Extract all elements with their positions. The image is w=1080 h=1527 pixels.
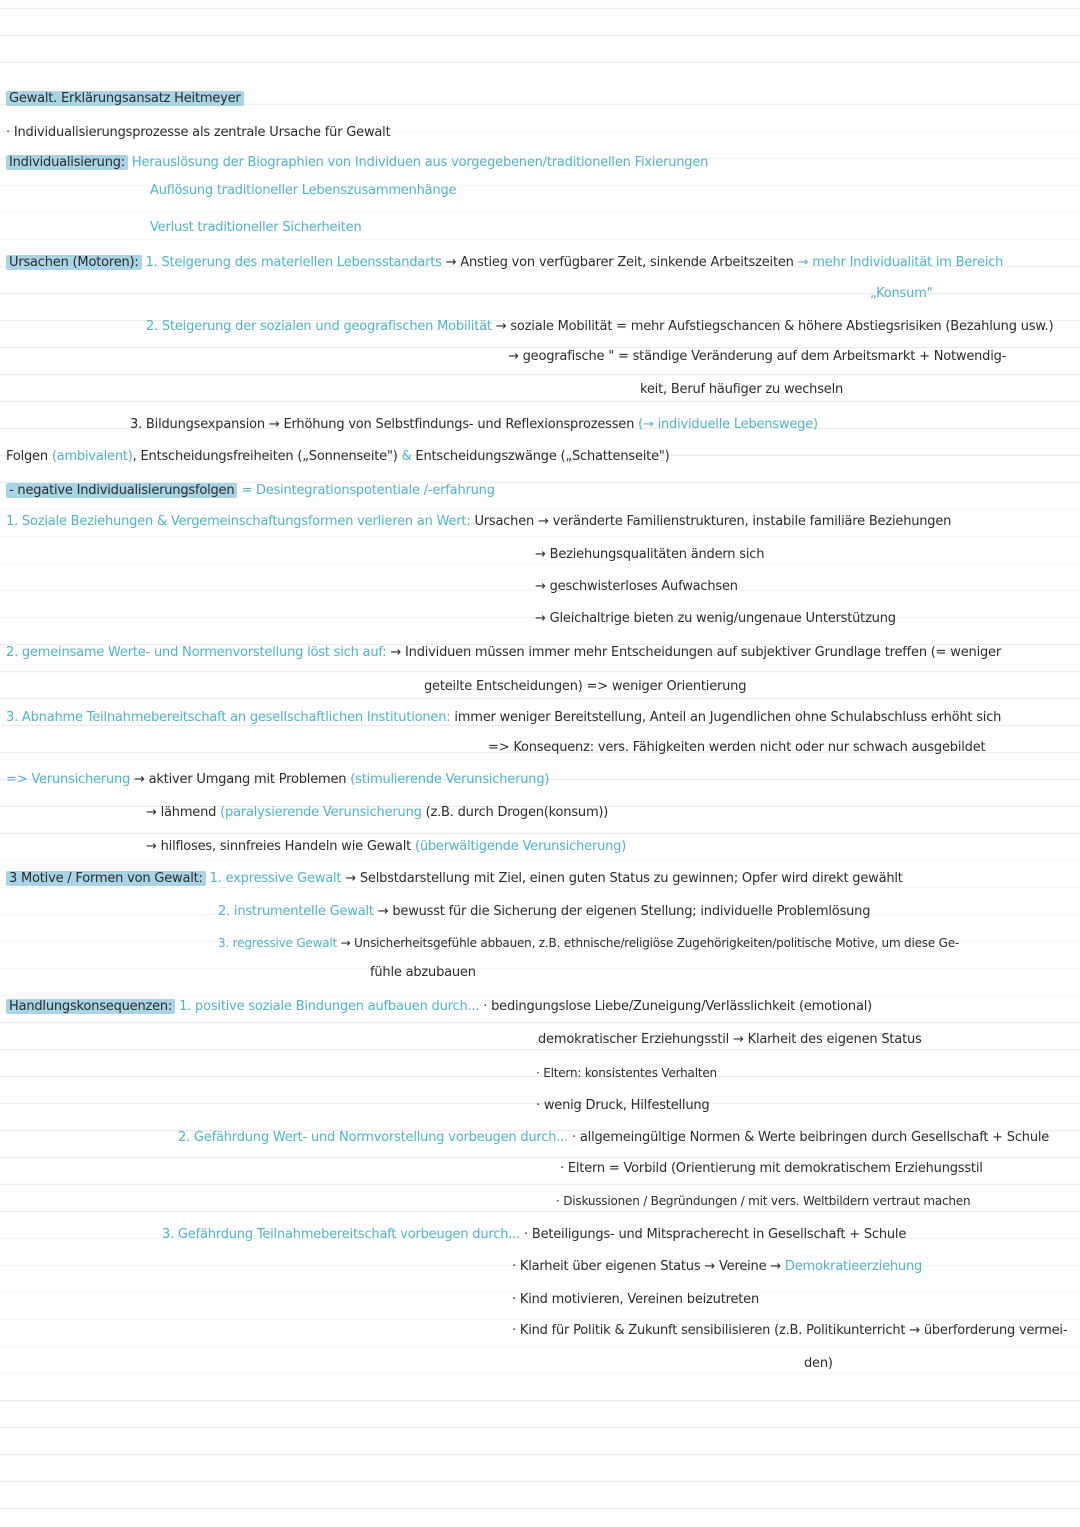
negativ-1d: → Gleichaltrige bieten zu wenig/ungenaue Unterstützung bbox=[535, 611, 896, 626]
ursachen-3b: (→ individuelle Lebenswege) bbox=[638, 417, 818, 432]
negativ-heading-line bbox=[6, 482, 495, 500]
ursachen-line-3 bbox=[130, 416, 818, 434]
handlung-1a: · bedingungslose Liebe/Zuneigung/Verlässlichkeit (emotional) bbox=[483, 999, 873, 1014]
verunsicherung-line-3 bbox=[146, 838, 626, 856]
handlung-3b: · Klarheit über eigenen Status → Vereine → bbox=[512, 1259, 781, 1274]
negativ-3-label: 3. Abnahme Teilnahmebereitschaft an gesellschaftlichen Institutionen: bbox=[6, 710, 451, 725]
handlung-1-label: 1. positive soziale Bindungen aufbauen durch... bbox=[179, 999, 480, 1014]
ursachen-1c: → mehr Individualität im Bereich bbox=[797, 255, 1004, 270]
verunsicherung-2a: → lähmend bbox=[146, 805, 217, 820]
handlung-line-3 bbox=[162, 1226, 906, 1244]
handlung-3a: · Beteiligungs- und Mitspracherecht in Gesellschaft + Schule bbox=[523, 1227, 907, 1242]
negativ-1a: Ursachen → veränderte Familienstrukturen, instabile familiäre Beziehungen bbox=[474, 514, 952, 529]
verunsicherung-2c: (z.B. durch Drogen(konsum)) bbox=[425, 805, 609, 820]
handlung-2c: · Diskussionen / Begründungen / mit vers. Weltbildern vertraut machen bbox=[556, 1194, 971, 1208]
ursachen-3a: 3. Bildungsexpansion → Erhöhung von Selbstfindungs- und Reflexionsprozessen bbox=[130, 417, 635, 432]
negativ-3a: immer weniger Bereitstellung, Anteil an Jugendlichen ohne Schulabschluss erhöht sich bbox=[454, 710, 1002, 725]
handlung-2b: · Eltern = Vorbild (Orientierung mit demokratischem Erziehungsstil bbox=[560, 1161, 983, 1176]
folgen-line bbox=[6, 448, 670, 466]
negativ-3b: => Konsequenz: vers. Fähigkeiten werden nicht oder nur schwach ausgebildet bbox=[488, 740, 986, 755]
individualisierung-label: Individualisierung: bbox=[6, 155, 128, 170]
motive-line-3 bbox=[218, 934, 959, 952]
ursachen-1d: „Konsum" bbox=[870, 286, 933, 301]
individualisierung-def1: Herauslösung der Biographien von Individuen aus vorgegebenen/traditionellen Fixierungen bbox=[131, 155, 709, 170]
negativ-3-line bbox=[6, 709, 1001, 727]
folgen-ambivalent: (ambivalent) bbox=[51, 449, 133, 464]
verunsicherung-1c: (stimulierende Verunsicherung) bbox=[350, 772, 550, 787]
motive-label: 3 Motive / Formen von Gewalt: bbox=[6, 871, 206, 886]
note-title: Gewalt. Erklärungsansatz Heitmeyer bbox=[6, 91, 244, 106]
folgen-text-b: Entscheidungszwänge („Schattenseite") bbox=[411, 449, 670, 464]
ursachen-2a: 2. Steigerung der sozialen und geografischen Mobilität bbox=[146, 319, 492, 334]
ursachen-1b: → Anstieg von verfügbarer Zeit, sinkende Arbeitszeiten bbox=[445, 255, 794, 270]
negativ-2a: → Individuen müssen immer mehr Entscheidungen auf subjektiver Grundlage treffen (= weniger bbox=[390, 645, 1001, 660]
handlung-2-label: 2. Gefährdung Wert- und Normvorstellung vorbeugen durch... bbox=[178, 1130, 569, 1145]
motive-2a: 2. instrumentelle Gewalt bbox=[218, 904, 374, 919]
individualisierung-line bbox=[6, 154, 708, 172]
folgen-label: Folgen bbox=[6, 449, 48, 464]
negativ-2b: geteilte Entscheidungen) => weniger Orientierung bbox=[424, 679, 747, 694]
handlung-1d: · wenig Druck, Hilfestellung bbox=[536, 1098, 710, 1113]
note-title-line bbox=[6, 90, 244, 108]
handlung-line-1 bbox=[6, 998, 872, 1016]
individualisierung-def3: Verlust traditioneller Sicherheiten bbox=[150, 220, 362, 235]
verunsicherung-3b: (überwältigende Verunsicherung) bbox=[414, 839, 627, 854]
verunsicherung-1b: → aktiver Umgang mit Problemen bbox=[130, 772, 347, 787]
ursachen-2d: → geografische " = ständige Veränderung auf dem Arbeitsmarkt + Notwendig- bbox=[508, 349, 1007, 364]
negativ-1c: → geschwisterloses Aufwachsen bbox=[535, 579, 738, 594]
ursachen-2e: keit, Beruf häufiger zu wechseln bbox=[640, 382, 844, 397]
handlung-1c: · Eltern: konsistentes Verhalten bbox=[536, 1066, 717, 1080]
negativ-1b: → Beziehungsqualitäten ändern sich bbox=[535, 547, 765, 562]
individualisierung-def2: Auflösung traditioneller Lebenszusammenhänge bbox=[150, 183, 457, 198]
motive-1a: 1. expressive Gewalt bbox=[209, 871, 342, 886]
handlung-label: Handlungskonsequenzen: bbox=[6, 999, 175, 1014]
ursachen-1a: 1. Steigerung des materiellen Lebensstandarts bbox=[145, 255, 442, 270]
motive-3a: 3. regressive Gewalt bbox=[218, 936, 338, 950]
ursachen-line-2 bbox=[146, 318, 1053, 336]
verunsicherung-line-2 bbox=[146, 804, 608, 822]
ursachen-label: Ursachen (Motoren): bbox=[6, 255, 142, 270]
motive-line-1 bbox=[6, 870, 903, 888]
ursachen-line-1 bbox=[6, 254, 1003, 272]
verunsicherung-2b: (paralysierende Verunsicherung bbox=[220, 805, 422, 820]
intro-line: · Individualisierungsprozesse als zentrale Ursache für Gewalt bbox=[6, 125, 391, 140]
handlung-3e: · Kind für Politik & Zukunft sensibilisieren (z.B. Politikunterricht → überforderung vermei- bbox=[512, 1323, 1068, 1338]
folgen-text-a: , Entscheidungsfreiheiten („Sonnenseite") bbox=[132, 449, 398, 464]
motive-3c: fühle abzubauen bbox=[370, 965, 476, 980]
handlung-line-3b bbox=[512, 1258, 922, 1276]
negativ-heading: - negative Individualisierungsfolgen bbox=[6, 483, 237, 498]
negativ-1-line bbox=[6, 513, 951, 531]
handlung-2a: · allgemeingültige Normen & Werte beibringen durch Gesellschaft + Schule bbox=[572, 1130, 1050, 1145]
verunsicherung-line-1 bbox=[6, 771, 549, 789]
handlung-line-2 bbox=[178, 1129, 1049, 1147]
negativ-2-label: 2. gemeinsame Werte- und Normenvorstellung löst sich auf: bbox=[6, 645, 387, 660]
motive-line-2 bbox=[218, 903, 870, 921]
verunsicherung-1a: => Verunsicherung bbox=[6, 772, 131, 787]
negativ-heading-rest: = Desintegrationspotentiale /-erfahrung bbox=[237, 483, 495, 498]
motive-2b: → bewusst für die Sicherung der eigenen Stellung; individuelle Problemlösung bbox=[373, 904, 871, 919]
handlung-3-label: 3. Gefährdung Teilnahmebereitschaft vorbeugen durch... bbox=[162, 1227, 521, 1242]
handlung-3f: den) bbox=[804, 1356, 833, 1371]
ursachen-2b: → soziale Mobilität = mehr Aufstiegschancen bbox=[495, 319, 781, 334]
verunsicherung-3a: → hilfloses, sinnfreies Handeln wie Gewalt bbox=[146, 839, 412, 854]
motive-3b: → Unsicherheitsgefühle abbauen, z.B. ethnische/religiöse Zugehörigkeiten/politische Motive, um diese Ge- bbox=[337, 936, 960, 950]
motive-1b: → Selbstdarstellung mit Ziel, einen guten Status zu gewinnen; Opfer wird direkt gewählt bbox=[341, 871, 903, 886]
folgen-amp: & bbox=[401, 449, 412, 464]
negativ-1-label: 1. Soziale Beziehungen & Vergemeinschaftungsformen verlieren an Wert: bbox=[6, 514, 471, 529]
handlung-3c: Demokratieerziehung bbox=[781, 1259, 923, 1274]
handlung-1b: demokratischer Erziehungsstil → Klarheit des eigenen Status bbox=[538, 1032, 922, 1047]
ursachen-2c: & höhere Abstiegsrisiken (Bezahlung usw.) bbox=[784, 319, 1054, 334]
negativ-2-line bbox=[6, 644, 1001, 662]
handlung-3d: · Kind motivieren, Vereinen beizutreten bbox=[512, 1292, 759, 1307]
